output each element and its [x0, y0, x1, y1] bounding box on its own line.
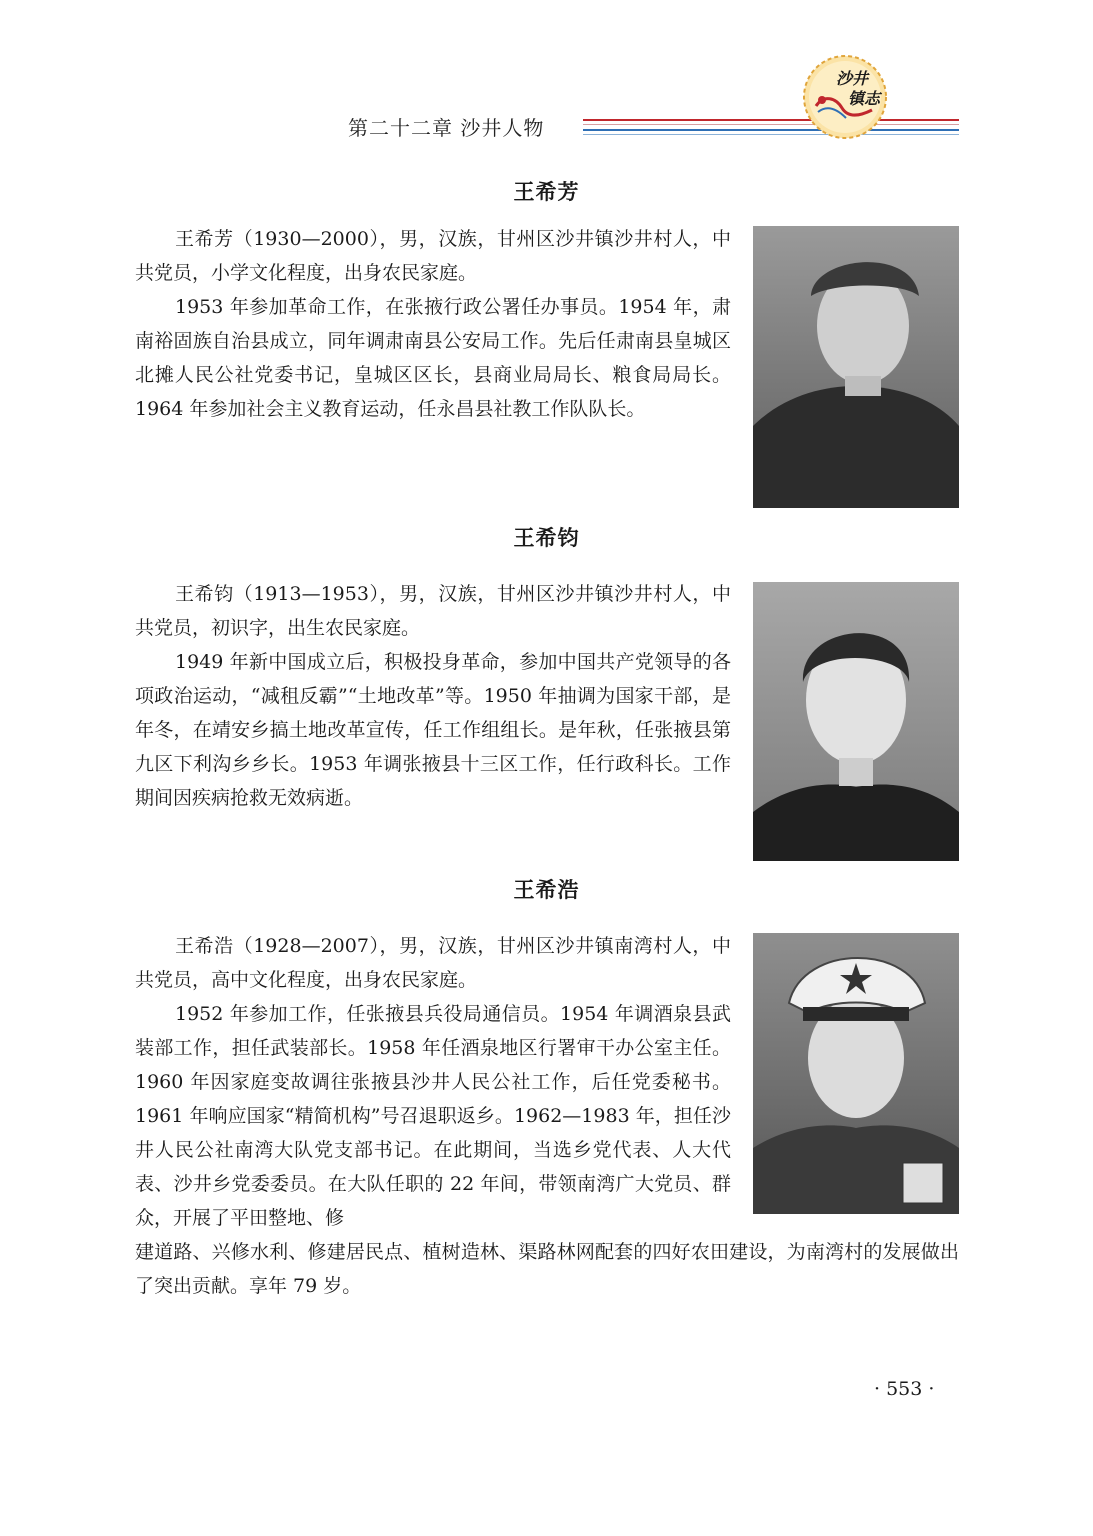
header-rule	[583, 124, 959, 125]
section-title: 王希浩	[513, 878, 580, 902]
paragraph: 王希钧（1913—1953），男，汉族，甘州区沙井镇沙井村人，中共党员，初识字，出生农民家庭。	[135, 583, 731, 639]
paragraph: 王希芳（1930—2000），男，汉族，甘州区沙井镇沙井村人，中共党员，小学文化程度，出身农民家庭。	[135, 228, 731, 284]
header-rule	[583, 134, 959, 135]
book-logo-badge	[802, 54, 888, 140]
paragraph: 1953 年参加革命工作，在张掖行政公署任办事员。1954 年，肃南裕固族自治县成立，同年调肃南县公安局工作。先后任肃南县皇城区北摊人民公社党委书记，皇城区区长，县商业局局长、粮食局局长。1964 年参加社会主义教育运动，任永昌县社教工作队队长。	[135, 296, 731, 420]
section-title: 王希芳	[513, 180, 580, 204]
paragraph: 建道路、兴修水利、修建居民点、植树造林、渠路林网配套的四好农田建设，为南湾村的发展做出了突出贡献。享年 79 岁。	[135, 1241, 959, 1297]
portrait-photo	[753, 933, 959, 1214]
svg-text:沙井: 沙井	[836, 69, 869, 88]
portrait-photo	[753, 582, 959, 861]
header-rule	[583, 129, 959, 131]
chapter-title: 第二十二章 沙井人物	[348, 116, 545, 140]
svg-text:镇志: 镇志	[848, 89, 881, 108]
portrait-photo	[753, 226, 959, 508]
paragraph: 1949 年新中国成立后，积极投身革命，参加中国共产党领导的各项政治运动，“减租反霸”“土地改革”等。1950 年抽调为国家干部，是年冬，在靖安乡搞土地改革宣传，任工作组组长。是年秋，任张掖县第九区下利沟乡乡长。1953 年调张掖县十三区工作，任行政科长。工作期间因疾病抢救无效病逝。	[135, 651, 731, 809]
page-number: · 553 ·	[874, 1378, 935, 1400]
paragraph: 1952 年参加工作，任张掖县兵役局通信员。1954 年调酒泉县武装部工作，担任武装部长。1958 年任酒泉地区行署审干办公室主任。1960 年因家庭变故调往张掖县沙井人民公社工作，后任党委秘书。1961 年响应国家“精简机构”号召退职返乡。1962—1983 年，担任沙井人民公社南湾大队党支部书记。在此期间，当选乡党代表、人大代表、沙井乡党委委员。在大队任职的 22 年间，带领南湾广大党员、群众，开展了平田整地、修	[135, 1003, 731, 1229]
section-title: 王希钧	[513, 526, 580, 550]
header-rule	[583, 119, 959, 121]
paragraph: 王希浩（1928—2007），男，汉族，甘州区沙井镇南湾村人，中共党员，高中文化程度，出身农民家庭。	[135, 935, 731, 991]
